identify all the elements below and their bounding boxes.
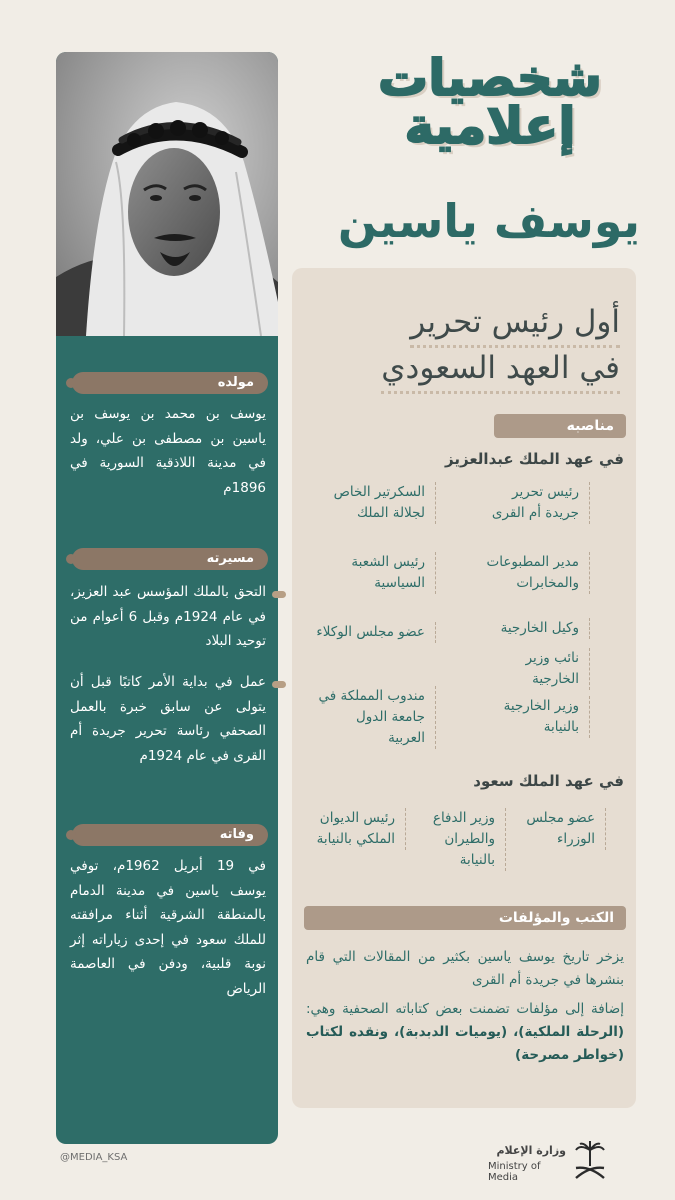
- career-text-2: عمل في بداية الأمر كاتبًا قبل أن يتولى عن سابق خبرة بالعمل الصحفي رئاسة تحرير جريدة أم القرى في عام 1924م: [70, 674, 266, 764]
- books-text-1: يزخر تاريخ يوسف ياسين بكثير من المقالات التي قام بنشرها في جريدة أم القرى: [306, 949, 624, 988]
- books-text-2: [306, 998, 624, 1067]
- career-text-1: التحق بالملك المؤسس عبد العزيز، في عام 1924م وقبل 6 أعوام من توحيد البلاد: [70, 584, 266, 649]
- series-title-line2: إعلامية: [404, 97, 576, 155]
- timeline-marker: [272, 591, 286, 598]
- social-handle: @MEDIA_KSA: [60, 1152, 128, 1163]
- birth-text: يوسف بن محمد بن يوسف بن ياسين بن مصطفى بن علي، ولد في مدينة اللاذقية السورية في 1896م: [70, 406, 266, 496]
- position-item: وزير الخارجية بالنيابة: [480, 696, 590, 738]
- pill-dot: [66, 554, 76, 564]
- pill-dot: [66, 378, 76, 388]
- portrait-image: [56, 52, 278, 336]
- timeline-marker: [272, 681, 286, 688]
- ministry-name-ar: وزارة الإعلام: [496, 1144, 566, 1157]
- books-titles: (الرحلة الملكية)، (يوميات الدبدبة)، ونقده لكتاب (خواطر مصرحة): [306, 1024, 624, 1063]
- position-item: وزير الدفاع والطيران بالنيابة: [420, 808, 506, 871]
- series-title-line1: شخصيات: [378, 49, 602, 107]
- position-item: نائب وزير الخارجية: [480, 648, 590, 690]
- subtitle-line2: في العهد السعودي: [381, 348, 620, 394]
- position-item: رئيس الشعبة السياسية: [316, 552, 436, 594]
- subtitle-block: [320, 302, 620, 394]
- series-title: [355, 49, 625, 155]
- birth-label-pill: [72, 372, 268, 394]
- person-name-title: يوسف ياسين: [337, 194, 640, 248]
- position-item: رئيس تحرير جريدة أم القرى: [480, 482, 590, 524]
- career-label-pill: [72, 548, 268, 570]
- positions-label-pill: [494, 414, 626, 438]
- ministry-logo: [488, 1138, 618, 1184]
- books-label: الكتب والمؤلفات: [498, 910, 614, 926]
- books-label-pill: [304, 906, 626, 930]
- books-text-2-plain: إضافة إلى مؤلفات تضمنت بعض كتاباته الصحفية وهي:: [306, 1001, 624, 1017]
- position-item: وكيل الخارجية: [480, 618, 590, 639]
- death-text: في 19 أبريل 1962م، توفي يوسف ياسين في مدينة الدمام بالمنطقة الشرقية أثناء مرافقته للملك سعود في إحدى زياراته إثر نوبة قلبية، ودفن في العاصمة الرياض: [70, 858, 266, 997]
- death-label: وفاته: [219, 827, 254, 842]
- death-label-pill: [72, 824, 268, 846]
- ministry-name-en: Ministry of Media: [488, 1161, 541, 1183]
- position-item: مدير المطبوعات والمخابرات: [480, 552, 590, 594]
- era1-title: في عهد الملك عبدالعزيز: [445, 450, 624, 468]
- position-item: عضو مجلس الوزراء: [516, 808, 606, 850]
- subtitle-line1: أول رئيس تحرير: [410, 302, 620, 348]
- era2-title: في عهد الملك سعود: [473, 772, 624, 790]
- birth-label: مولده: [217, 375, 254, 390]
- position-item: عضو مجلس الوكلاء: [316, 622, 436, 643]
- palm-swords-emblem-icon: [570, 1140, 610, 1182]
- positions-label: مناصبه: [566, 418, 614, 434]
- position-item: رئيس الديوان الملكي بالنيابة: [302, 808, 406, 850]
- position-item: السكرتير الخاص لجلالة الملك: [316, 482, 436, 524]
- left-info-column: [56, 52, 278, 1144]
- position-item: مندوب المملكة في جامعة الدول العربية: [316, 686, 436, 749]
- pill-dot: [66, 830, 76, 840]
- details-card: [292, 268, 636, 1108]
- career-label: مسيرته: [206, 551, 254, 566]
